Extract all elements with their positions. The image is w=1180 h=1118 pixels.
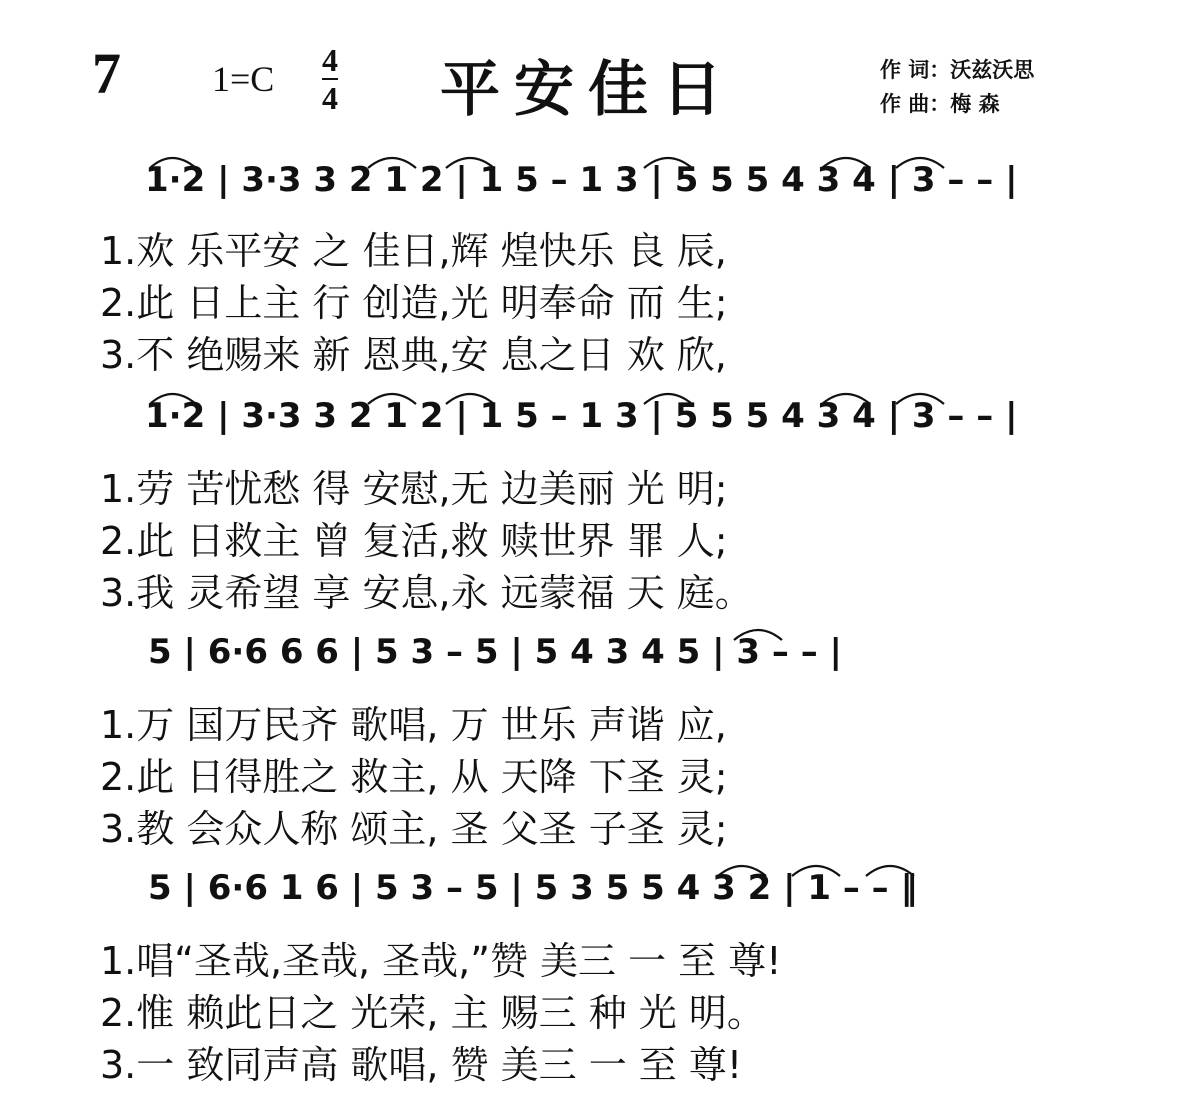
- time-signature-bottom: 4: [322, 80, 338, 116]
- slur-marks: [150, 158, 944, 876]
- system-2-lyric-1: 1.劳 苦忧愁 得 安慰,无 边美丽 光 明;: [100, 467, 728, 511]
- system-3-notes: 5 | 6·6 6 6 | 5 3 – 5 | 5 4 3 4 5 | 3 – – |: [148, 632, 842, 672]
- system-2-lyric-3: 3.我 灵希望 享 安息,永 远蒙福 天 庭。: [100, 571, 753, 615]
- system-3-lyric-2: 2.此 日得胜之 救主, 从 天降 下圣 灵;: [100, 755, 728, 799]
- hymn-number: 7: [92, 41, 121, 106]
- system-4-lyric-3: 3.一 致同声高 歌唱, 赞 美三 一 至 尊!: [100, 1043, 743, 1087]
- system-4-lyric-2: 2.惟 赖此日之 光荣, 主 赐三 种 光 明。: [100, 991, 765, 1035]
- composer-credit: 作 曲：梅 森: [880, 92, 1000, 116]
- system-1-notes: 1·2 | 3·3 3 2 1 2 | 1 5 – 1 3 | 5 5 5 4 3 4 | 3 – – |: [145, 160, 1018, 200]
- system-2-notes: 1·2 | 3·3 3 2 1 2 | 1 5 – 1 3 | 5 5 5 4 3 4 | 3 – – |: [145, 396, 1018, 436]
- hymn-title: 平安佳日: [440, 55, 736, 125]
- time-signature-top: 4: [322, 42, 338, 78]
- system-1-lyric-3: 3.不 绝赐来 新 恩典,安 息之日 欢 欣,: [100, 333, 727, 377]
- system-4-notes: 5 | 6·6 1 6 | 5 3 – 5 | 5 3 5 5 4 3 2 | 1 – – ‖: [148, 868, 918, 908]
- system-3-lyric-1: 1.万 国万民齐 歌唱, 万 世乐 声谐 应,: [100, 703, 727, 747]
- system-1-lyric-1: 1.欢 乐平安 之 佳日,辉 煌快乐 良 辰,: [100, 229, 727, 273]
- system-2-lyric-2: 2.此 日救主 曾 复活,救 赎世界 罪 人;: [100, 519, 728, 563]
- key-signature: 1=C: [212, 59, 275, 99]
- lyricist-credit: 作 词：沃兹沃思: [880, 58, 1035, 82]
- system-4-lyric-1: 1.唱“圣哉,圣哉, 圣哉,”赞 美三 一 至 尊!: [100, 939, 782, 983]
- system-1-lyric-2: 2.此 日上主 行 创造,光 明奉命 而 生;: [100, 281, 728, 325]
- system-3-lyric-3: 3.教 会众人称 颂主, 圣 父圣 子圣 灵;: [100, 807, 728, 851]
